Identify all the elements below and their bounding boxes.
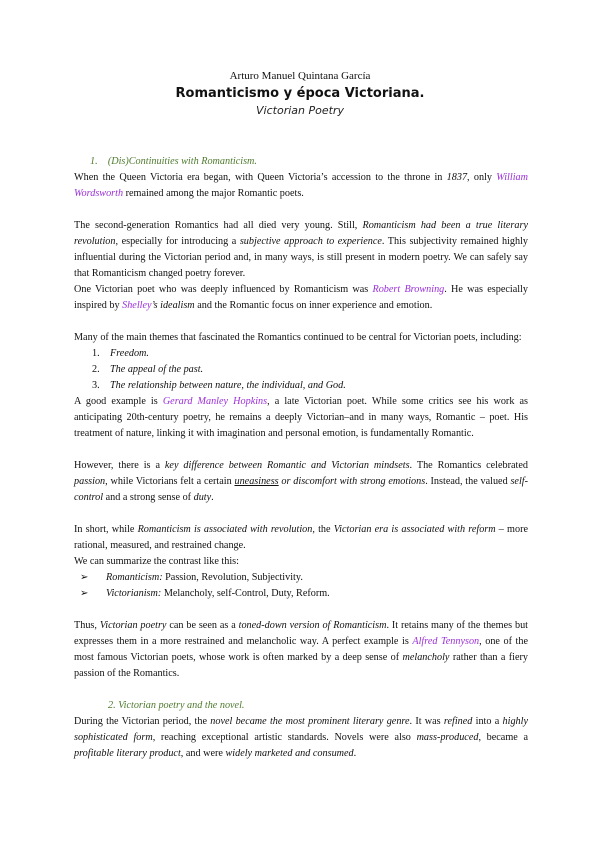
document-subtitle: Victorian Poetry <box>256 104 344 117</box>
paragraph-tennyson: Thus, Victorian poetry can be seen as a toned-down version of Romanticism. It retains many of the themes but expresses them in a more restrained and melancholic way. A perfect example is Alfred Tennyson, one of the most famous Victorian poets, whose work is often marked by a deep sense of melancholy rather than a fiery passion of the Romantics. <box>74 620 529 679</box>
paragraph-wordsworth: When the Queen Victoria era began, with Queen Victoria’s accession to the throne in 1837, only William Wordsworth remained among the major Romantic poets. <box>74 172 528 199</box>
list-item-theme: 1. Freedom. <box>92 348 149 359</box>
paragraph-novel: During the Victorian period, the novel became the most prominent literary genre. It was refined into a highly sophisticated form, reaching exceptional artistic standards. Novels were also mass-produced, became a profitable literary product, and were widely marketed and consumed. <box>74 716 528 759</box>
document-body <box>74 154 528 762</box>
section-1-number: 1. <box>90 156 98 167</box>
document-title: Romanticismo y época Victoriana. <box>175 86 425 101</box>
author-name: Arturo Manuel Quintana García <box>229 70 371 82</box>
section-2-heading: 2. Victorian poetry and the novel. <box>108 700 245 711</box>
paragraph-key-difference: However, there is a key difference between Romantic and Victorian mindsets. The Romantics celebrated passion, while Victorians felt a certain uneasiness or discomfort with strong emotions. Instead, the valued self-control and a strong sense of duty. <box>74 460 528 503</box>
arrow-bullet-icon: ➢ <box>80 572 89 583</box>
section-1-title: (Dis)Continuities with Romanticism. <box>107 156 257 167</box>
paragraph-hopkins: A good example is Gerard Manley Hopkins, a late Victorian poet. While some critics see his work as anticipating 20th-century poetry, he remains a deeply Victorian–and in many ways, Romantic – poet. His treatment of nature, linking it with imagination and personal emotion, is fundamentally Romantic. <box>74 396 528 439</box>
arrow-bullet-icon: ➢ <box>80 588 89 599</box>
paragraph-summary-intro: We can summarize the contrast like this: <box>74 556 239 567</box>
list-item-theme: 3. The relationship between nature, the individual, and God. <box>92 380 346 391</box>
paragraph-themes-intro: Many of the main themes that fascinated the Romantics continued to be central for Victorian poets, including: <box>74 332 522 343</box>
poet-link-shelley[interactable]: Shelley <box>122 300 152 311</box>
section-1-heading <box>74 154 528 170</box>
poet-link-wordsworth[interactable]: William Wordsworth <box>74 172 528 199</box>
paragraph-browning: One Victorian poet who was deeply influenced by Romanticism was Robert Browning. He was especially inspired by Shelley’s idealism and the Romantic focus on inner experience and emotion. <box>74 284 528 311</box>
paragraph-second-generation: The second-generation Romantics had all died very young. Still, Romanticism had been a true literary revolution, especially for introducing a subjective approach to experience. This subjectivity remained highly influential during the Victorian period and, in many ways, is still present in modern poetry. We can safely say that Romanticism changed poetry forever. <box>74 220 529 279</box>
poet-link-hopkins[interactable]: Gerard Manley Hopkins <box>162 396 268 407</box>
paragraph-revolution-reform: In short, while Romanticism is associated with revolution, the Victorian era is associated with reform – more rational, measured, and restrained change. <box>74 524 528 551</box>
list-item-contrast: ➢ Victorianism: Melancholy, self-Control, Duty, Reform. <box>74 586 528 602</box>
list-item-theme: 2. The appeal of the past. <box>92 364 204 375</box>
poet-link-browning[interactable]: Robert Browning <box>372 284 445 295</box>
poet-link-tennyson[interactable]: Alfred Tennyson <box>412 636 480 647</box>
list-item-contrast: ➢ Romanticism: Passion, Revolution, Subjectivity. <box>74 570 528 586</box>
